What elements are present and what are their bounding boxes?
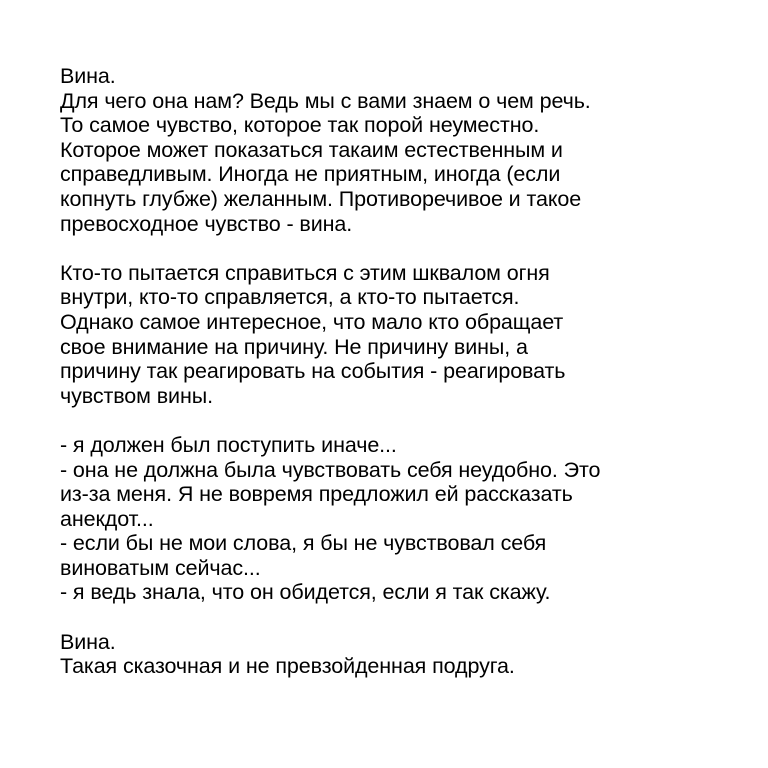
text-line: - я должен был поступить иначе... xyxy=(60,432,397,457)
text-line: То самое чувство, которое так порой неуместно. xyxy=(60,113,540,138)
document-text xyxy=(60,64,750,679)
text-line: - если бы не мои слова, я бы не чувствовал себя xyxy=(60,531,547,556)
text-line: внутри, кто-то справляется, а кто-то пытается. xyxy=(60,285,520,310)
text-line: копнуть глубже) желанным. Противоречивое и такое xyxy=(60,186,582,211)
text-line: Которое может показаться такаим естественным и xyxy=(60,137,563,162)
paragraph-2 xyxy=(60,261,750,409)
text-line: чувством вины. xyxy=(60,383,213,408)
paragraph-3 xyxy=(60,433,750,605)
text-line: Кто-то пытается справиться с этим шквалом огня xyxy=(60,260,550,285)
text-line: виноватым сейчас... xyxy=(60,555,261,580)
text-line: причину так реагировать на события - реагировать xyxy=(60,359,566,384)
text-line: - я ведь знала, что он обидется, если я так скажу. xyxy=(60,580,551,605)
text-line: справедливым. Иногда не приятным, иногда (если xyxy=(60,162,561,187)
text-line: свое внимание на причину. Не причину вины, а xyxy=(60,334,528,359)
paragraph-1 xyxy=(60,64,750,236)
text-line: Такая сказочная и не превзойденная подруга. xyxy=(60,654,515,679)
text-line: анекдот... xyxy=(60,506,154,531)
text-line: Вина. xyxy=(60,64,116,88)
text-line: из-за меня. Я не вовремя предложил ей рассказать xyxy=(60,482,573,507)
paragraph-4 xyxy=(60,630,750,679)
text-line: превосходное чувство - вина. xyxy=(60,211,353,236)
text-line: Однако самое интересное, что мало кто обращает xyxy=(60,309,564,334)
text-line: Для чего она нам? Ведь мы с вами знаем о чем речь. xyxy=(60,88,591,113)
text-line: Вина. xyxy=(60,629,116,654)
text-line: - она не должна была чувствовать себя неудобно. Это xyxy=(60,457,601,482)
